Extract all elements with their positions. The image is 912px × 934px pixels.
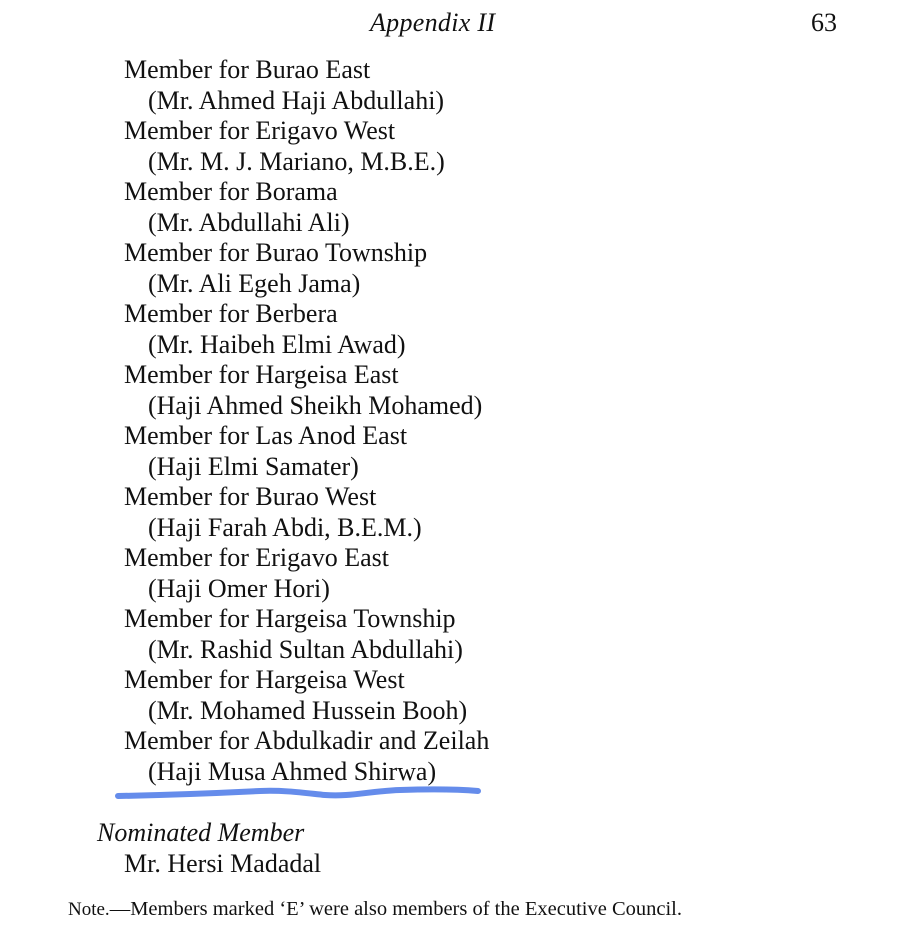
footnote-text: —Members marked ‘E’ were also members of the Executive Council. xyxy=(109,898,682,920)
member-constituency: Member for Abdulkadir and Zeilah xyxy=(124,726,490,755)
highlight-underline-stroke xyxy=(118,789,478,796)
member-constituency: Member for Berbera xyxy=(124,299,338,328)
member-entry xyxy=(124,360,489,421)
member-constituency: Member for Burao Township xyxy=(124,238,428,267)
member-list xyxy=(124,55,489,787)
member-constituency: Member for Borama xyxy=(124,177,338,206)
member-name: (Haji Elmi Samater) xyxy=(148,451,359,481)
member-name: (Haji Musa Ahmed Shirwa) xyxy=(148,756,437,786)
member-entry xyxy=(124,543,489,604)
member-name: (Mr. M. J. Mariano, M.B.E.) xyxy=(148,146,445,176)
member-entry xyxy=(124,116,489,177)
member-name: (Mr. Mohamed Hussein Booh) xyxy=(148,695,468,725)
member-entry xyxy=(124,604,489,665)
member-entry xyxy=(124,665,489,726)
member-entry xyxy=(124,177,489,238)
member-name: (Mr. Haibeh Elmi Awad) xyxy=(148,329,406,359)
page-number: 63 xyxy=(811,8,837,37)
member-name: (Haji Ahmed Sheikh Mohamed) xyxy=(148,390,483,420)
member-name: (Mr. Ali Egeh Jama) xyxy=(148,268,361,298)
member-constituency: Member for Burao East xyxy=(124,55,371,84)
member-name: (Mr. Rashid Sultan Abdullahi) xyxy=(148,634,463,664)
member-name: (Haji Farah Abdi, B.E.M.) xyxy=(148,512,422,542)
member-constituency: Member for Hargeisa East xyxy=(124,360,399,389)
member-constituency: Member for Burao West xyxy=(124,482,377,511)
member-constituency: Member for Hargeisa Township xyxy=(124,604,456,633)
highlight-underline xyxy=(110,775,490,805)
member-entry xyxy=(124,238,489,299)
member-entry xyxy=(124,299,489,360)
footnote xyxy=(68,897,682,922)
member-entry xyxy=(124,482,489,543)
member-constituency: Member for Hargeisa West xyxy=(124,665,405,694)
member-constituency: Member for Erigavo West xyxy=(124,116,396,145)
member-name: (Mr. Ahmed Haji Abdullahi) xyxy=(148,85,445,115)
member-entry xyxy=(124,421,489,482)
member-constituency: Member for Las Anod East xyxy=(124,421,408,450)
member-name: (Haji Omer Hori) xyxy=(148,573,330,603)
nominated-member-heading: Nominated Member xyxy=(97,818,305,847)
member-name: (Mr. Abdullahi Ali) xyxy=(148,207,350,237)
running-head-title: Appendix II xyxy=(370,8,496,37)
member-constituency: Member for Erigavo East xyxy=(124,543,389,572)
footnote-label: Note. xyxy=(68,899,110,920)
nominated-member-name: Mr. Hersi Madadal xyxy=(124,849,322,878)
member-entry xyxy=(124,55,489,116)
